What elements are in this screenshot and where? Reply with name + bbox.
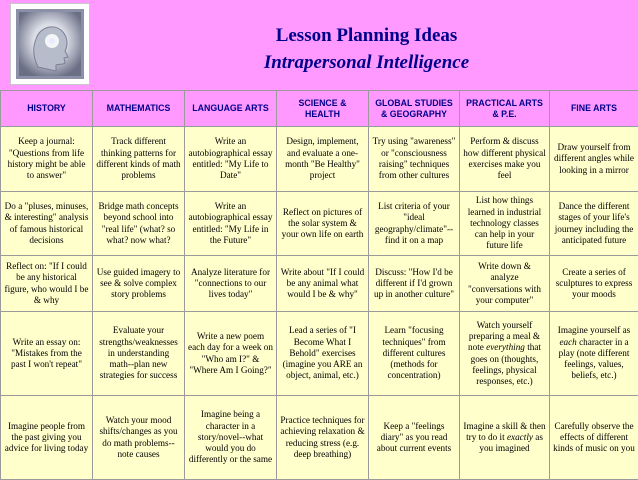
table-cell: Keep a journal: "Questions from life history might be able to answer"	[1, 127, 93, 192]
head-silhouette-icon	[16, 9, 84, 79]
table-cell: Lead a series of "I Become What I Behold" exercises (imagine you ARE an object, animal, etc.)	[277, 312, 369, 396]
table-cell: Evaluate your strengths/weaknesses in understanding math--plan new strategies for success	[93, 312, 185, 396]
table-cell: Reflect on: "If I could be any historical figure, who would I be & why	[1, 256, 93, 312]
table-cell: Write about "If I could be any animal what would I be & why"	[277, 256, 369, 312]
table-row	[1, 192, 638, 256]
column-header-practical-arts: PRACTICAL ARTS & P.E.	[460, 91, 550, 127]
emphasis-text: everything	[486, 342, 525, 352]
table-cell: Perform & discuss how different physical exercises make you feel	[460, 127, 550, 192]
table-cell: Watch yourself preparing a meal & note everything that goes on (thoughts, feelings, physical responses, etc.)	[460, 312, 550, 396]
table-cell: Carefully observe the effects of different kinds of music on you	[550, 396, 638, 480]
table-cell: Design, implement, and evaluate a one-month "Be Healthy" project	[277, 127, 369, 192]
column-header-science-health: SCIENCE & HEALTH	[277, 91, 369, 127]
emphasis-text: each	[559, 337, 576, 347]
table-cell: Track different thinking patterns for different kinds of math problems	[93, 127, 185, 192]
table-cell: Imagine yourself as each character in a play (note different feelings, values, beliefs, etc.)	[550, 312, 638, 396]
table-cell: Imagine a skill & then try to do it exactly as you imagined	[460, 396, 550, 480]
table-cell: List criteria of your "ideal geography/climate"--find it on a map	[369, 192, 460, 256]
table-cell: Write an autobiographical essay entitled: "My Life in the Future"	[185, 192, 277, 256]
table-cell: Practice techniques for achieving relaxation & reducing stress (e.g. deep breathing)	[277, 396, 369, 480]
table-cell: Analyze literature for "connections to our lives today"	[185, 256, 277, 312]
column-header-language-arts: LANGUAGE ARTS	[185, 91, 277, 127]
page-title: Lesson Planning Ideas	[95, 25, 638, 47]
lesson-ideas-table	[0, 90, 638, 480]
table-header-row	[1, 91, 638, 127]
header-banner	[0, 0, 638, 90]
table-row	[1, 312, 638, 396]
table-cell: Use guided imagery to see & solve complex story problems	[93, 256, 185, 312]
table-cell: Dance the different stages of your life's journey including the anticipated future	[550, 192, 638, 256]
table-cell: Write a new poem each day for a week on "Who am I?" & "Where Am I Going?"	[185, 312, 277, 396]
table-cell: Bridge math concepts beyond school into "real life" (what? so what? now what?	[93, 192, 185, 256]
table-cell: Discuss: "How I'd be different if I'd grown up in another culture"	[369, 256, 460, 312]
column-header-global-studies: GLOBAL STUDIES & GEOGRAPHY	[369, 91, 460, 127]
table-row	[1, 127, 638, 192]
table-cell: Keep a "feelings diary" as you read about current events	[369, 396, 460, 480]
table-cell: Reflect on pictures of the solar system & your own life on earth	[277, 192, 369, 256]
logo-box	[10, 3, 90, 85]
table-cell: Imagine being a character in a story/novel--what would you do differently or the same	[185, 396, 277, 480]
page-subtitle: Intrapersonal Intelligence	[95, 52, 638, 74]
column-header-mathematics: MATHEMATICS	[93, 91, 185, 127]
table-cell: Write an autobiographical essay entitled: "My Life to Date"	[185, 127, 277, 192]
table-cell: Write down & analyze "conversations with your computer"	[460, 256, 550, 312]
column-header-fine-arts: FINE ARTS	[550, 91, 638, 127]
table-cell: Draw yourself from different angles while looking in a mirror	[550, 127, 638, 192]
column-header-history: HISTORY	[1, 91, 93, 127]
table-cell: Do a "pluses, minuses, & interesting" analysis of famous historical decisions	[1, 192, 93, 256]
table-row	[1, 396, 638, 480]
table-cell: Create a series of sculptures to express your moods	[550, 256, 638, 312]
table-cell: Try using "awareness" or "consciousness raising" techniques from other cultures	[369, 127, 460, 192]
table-cell: Write an essay on: "Mistakes from the past I won't repeat"	[1, 312, 93, 396]
table-cell: Imagine people from the past giving you advice for living today	[1, 396, 93, 480]
emphasis-text: exactly	[507, 432, 533, 442]
table-row	[1, 256, 638, 312]
table-cell: List how things learned in industrial technology classes can help in your future life	[460, 192, 550, 256]
table-cell: Learn "focusing techniques" from different cultures (methods for concentration)	[369, 312, 460, 396]
table-cell: Watch your mood shifts/changes as you do math problems--note causes	[93, 396, 185, 480]
